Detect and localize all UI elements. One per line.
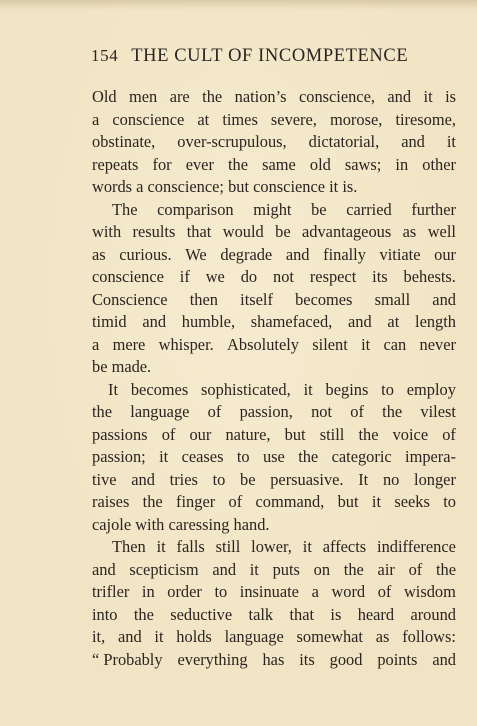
word: a <box>92 109 100 129</box>
word: The <box>112 199 138 219</box>
word: but <box>337 492 359 511</box>
word: follows: <box>402 627 456 646</box>
word: has <box>262 649 285 669</box>
paragraph <box>92 86 456 199</box>
word: puts <box>272 559 300 579</box>
text-line <box>92 469 456 492</box>
word: somewhat <box>296 627 363 646</box>
word: vitiate <box>379 244 421 264</box>
word: heard <box>357 604 395 624</box>
word: use <box>262 447 285 466</box>
word: on <box>313 559 331 579</box>
word: of <box>228 492 243 511</box>
word: behests. <box>403 267 456 286</box>
word: at <box>387 312 400 331</box>
word: seductive <box>170 604 233 624</box>
word: as <box>375 627 390 646</box>
word: and <box>117 627 142 646</box>
word: our <box>189 424 212 444</box>
word: it <box>446 132 456 151</box>
word: silent <box>312 334 348 354</box>
word: but <box>284 424 306 444</box>
word: and <box>285 244 310 264</box>
word: length <box>415 312 456 331</box>
word: raises <box>92 492 130 511</box>
word: of <box>207 402 222 421</box>
word: command, <box>255 492 325 511</box>
word: not <box>273 267 294 286</box>
word: results <box>132 222 176 241</box>
text-line <box>92 154 456 177</box>
text-line <box>92 266 456 289</box>
word: to <box>214 582 228 601</box>
word: to <box>236 447 250 466</box>
word: and <box>92 559 116 579</box>
word: passion, <box>239 402 293 421</box>
word: morose, <box>329 109 383 129</box>
word: and <box>131 469 155 489</box>
word: of <box>377 582 392 601</box>
word: with <box>92 222 122 241</box>
paragraph <box>92 199 456 379</box>
word: would <box>222 222 264 241</box>
word: Then <box>112 537 146 556</box>
text-line <box>92 536 456 559</box>
word: no <box>382 469 400 489</box>
paragraph <box>92 536 456 671</box>
text-line <box>92 199 456 222</box>
word: times <box>222 109 258 129</box>
word: and <box>432 649 456 669</box>
word: insinuate <box>239 582 299 601</box>
word: word <box>331 582 366 601</box>
text-line <box>92 604 456 627</box>
word: to <box>212 469 226 489</box>
word: it <box>154 627 164 646</box>
word: persuasive. <box>270 469 344 489</box>
text-line <box>92 626 456 649</box>
word: talk <box>248 604 274 624</box>
word: over-scrupulous, <box>177 132 287 151</box>
word: can <box>383 334 407 354</box>
word: small <box>374 289 411 309</box>
word: and <box>142 312 167 331</box>
word: ceases <box>181 447 224 466</box>
word: its <box>299 649 315 669</box>
text-line <box>92 401 456 424</box>
page-number: 154 <box>91 46 119 65</box>
word: good <box>329 649 363 669</box>
word: saws; <box>344 154 382 174</box>
word: We <box>185 244 207 264</box>
word: the <box>298 447 319 466</box>
word: it <box>249 559 259 579</box>
word: for <box>152 154 172 174</box>
word: conscience <box>92 267 164 286</box>
word: of <box>161 424 176 444</box>
word: trifler <box>92 582 130 601</box>
word: do <box>240 267 258 286</box>
word: it <box>159 447 169 466</box>
word: vilest <box>420 402 456 421</box>
word: then <box>189 289 218 309</box>
word: cajole with caressing hand. <box>92 514 270 534</box>
paragraph <box>92 379 456 537</box>
word: is <box>330 604 342 624</box>
page-top-edge <box>0 0 477 10</box>
word: still <box>215 537 241 556</box>
text-line <box>92 221 456 244</box>
word: to <box>443 492 456 511</box>
word: it <box>361 334 371 354</box>
text-line <box>92 244 456 267</box>
word: is <box>445 87 456 106</box>
word: obstinate, <box>92 132 156 151</box>
word: It <box>358 469 369 489</box>
word: categoric <box>331 447 392 466</box>
word: air <box>377 559 395 579</box>
word: nature, <box>225 424 271 444</box>
word: itself <box>240 289 273 309</box>
word: tries <box>169 469 198 489</box>
text-line <box>92 649 456 672</box>
word: it, <box>92 627 106 646</box>
word: never <box>419 334 456 354</box>
word: it <box>303 379 313 399</box>
word: scepticism <box>129 559 199 579</box>
word: conscience, <box>298 87 375 106</box>
word: as <box>402 222 417 241</box>
word: be <box>311 199 327 219</box>
word: affects <box>322 537 367 556</box>
word: dictatorial, <box>308 132 380 151</box>
word: shamefaced, <box>250 312 333 331</box>
word: and <box>401 132 425 151</box>
word: Absolutely <box>227 334 299 354</box>
word: of <box>442 424 456 444</box>
word: are <box>169 87 190 106</box>
word: finally <box>323 244 366 264</box>
word: the <box>92 402 113 421</box>
word: becomes <box>295 289 353 309</box>
word: passions <box>92 424 148 444</box>
word: it <box>302 537 312 556</box>
word: be made. <box>92 357 152 376</box>
text-line <box>92 356 456 379</box>
word: the <box>343 559 364 579</box>
word: timid <box>92 312 127 331</box>
word: comparison <box>157 199 234 219</box>
text-line <box>92 334 456 357</box>
word: tiresome, <box>395 109 456 129</box>
word: whisper. <box>158 334 214 354</box>
word: our <box>434 244 456 264</box>
word: at <box>197 109 210 129</box>
word: the <box>382 402 403 421</box>
word: order <box>167 582 202 601</box>
word: of <box>408 559 423 579</box>
word: still <box>319 424 345 444</box>
word: of <box>350 402 364 421</box>
body-text <box>92 86 456 671</box>
word: humble, <box>181 312 236 331</box>
word: longer <box>414 469 456 489</box>
word: and <box>212 559 237 579</box>
running-header <box>91 46 457 67</box>
word: Conscience <box>92 289 168 309</box>
word: the <box>358 424 379 444</box>
word: it <box>156 537 166 556</box>
word: ever <box>185 154 214 174</box>
word: into <box>92 604 118 624</box>
word: in <box>141 582 155 601</box>
word: it <box>423 87 433 106</box>
word: be <box>275 222 291 241</box>
word: further <box>411 199 456 219</box>
word: repeats <box>92 154 139 174</box>
word: degrade <box>220 244 273 264</box>
word: tive <box>92 469 117 489</box>
word: might <box>253 199 292 219</box>
text-line <box>92 289 456 312</box>
word: Old <box>92 87 117 106</box>
text-line <box>92 131 456 154</box>
word: language <box>130 402 190 421</box>
text-line <box>92 86 456 109</box>
text-line <box>92 446 456 469</box>
word: lower, <box>251 537 292 556</box>
word: voice <box>392 424 429 444</box>
word: in <box>395 154 409 174</box>
word: be <box>240 469 256 489</box>
word: the <box>435 559 456 579</box>
word: and <box>387 87 412 106</box>
word: the <box>142 492 163 511</box>
word: mere <box>112 334 146 354</box>
word: indifference <box>377 537 456 556</box>
word: that <box>186 222 212 241</box>
text-line <box>92 379 456 402</box>
word: that <box>289 604 315 624</box>
word: finger <box>176 492 216 511</box>
word: falls <box>176 537 205 556</box>
word: begins <box>325 379 369 399</box>
word: to <box>381 379 394 399</box>
text-line <box>92 424 456 447</box>
word: employ <box>406 379 456 399</box>
text-line <box>92 514 456 537</box>
word: wisdom <box>403 582 456 601</box>
word: severe, <box>270 109 317 129</box>
word: seeks <box>394 492 430 511</box>
text-line <box>92 581 456 604</box>
word: nation’s <box>234 87 287 106</box>
text-line <box>92 311 456 334</box>
word: becomes <box>130 379 189 399</box>
word: curious. <box>119 244 172 264</box>
word: the <box>202 87 223 106</box>
word: everything <box>177 649 248 669</box>
word: impera- <box>405 447 456 466</box>
text-line <box>92 109 456 132</box>
word: sophisticated, <box>201 379 291 399</box>
word: holds <box>176 627 212 646</box>
word: respect <box>309 267 357 286</box>
word: same <box>262 154 296 174</box>
word: well <box>427 222 456 241</box>
word: not <box>311 402 333 421</box>
text-line <box>92 559 456 582</box>
word: points <box>377 649 418 669</box>
running-title: THE CULT OF INCOMPETENCE <box>131 46 409 66</box>
word: we <box>205 267 225 286</box>
word: “ Probably <box>92 649 163 669</box>
word: language <box>224 627 284 646</box>
word: as <box>92 244 106 264</box>
word: advantageous <box>302 222 392 241</box>
word: It <box>108 379 119 399</box>
word: conscience <box>112 109 185 129</box>
text-line <box>92 176 456 199</box>
word: words a conscience; but conscience it is. <box>92 177 358 196</box>
word: men <box>129 87 158 106</box>
word: passion; <box>92 447 146 466</box>
word: around <box>410 604 456 624</box>
text-line <box>92 491 456 514</box>
word: the <box>228 154 249 174</box>
word: other <box>422 154 456 174</box>
word: a <box>311 582 319 601</box>
word: it <box>371 492 382 511</box>
word: and <box>348 312 372 331</box>
word: a <box>92 334 100 354</box>
word: carried <box>346 199 392 219</box>
word: if <box>179 267 190 286</box>
word: the <box>133 604 154 624</box>
word: and <box>432 289 456 309</box>
word: its <box>372 267 388 286</box>
word: old <box>309 154 331 174</box>
